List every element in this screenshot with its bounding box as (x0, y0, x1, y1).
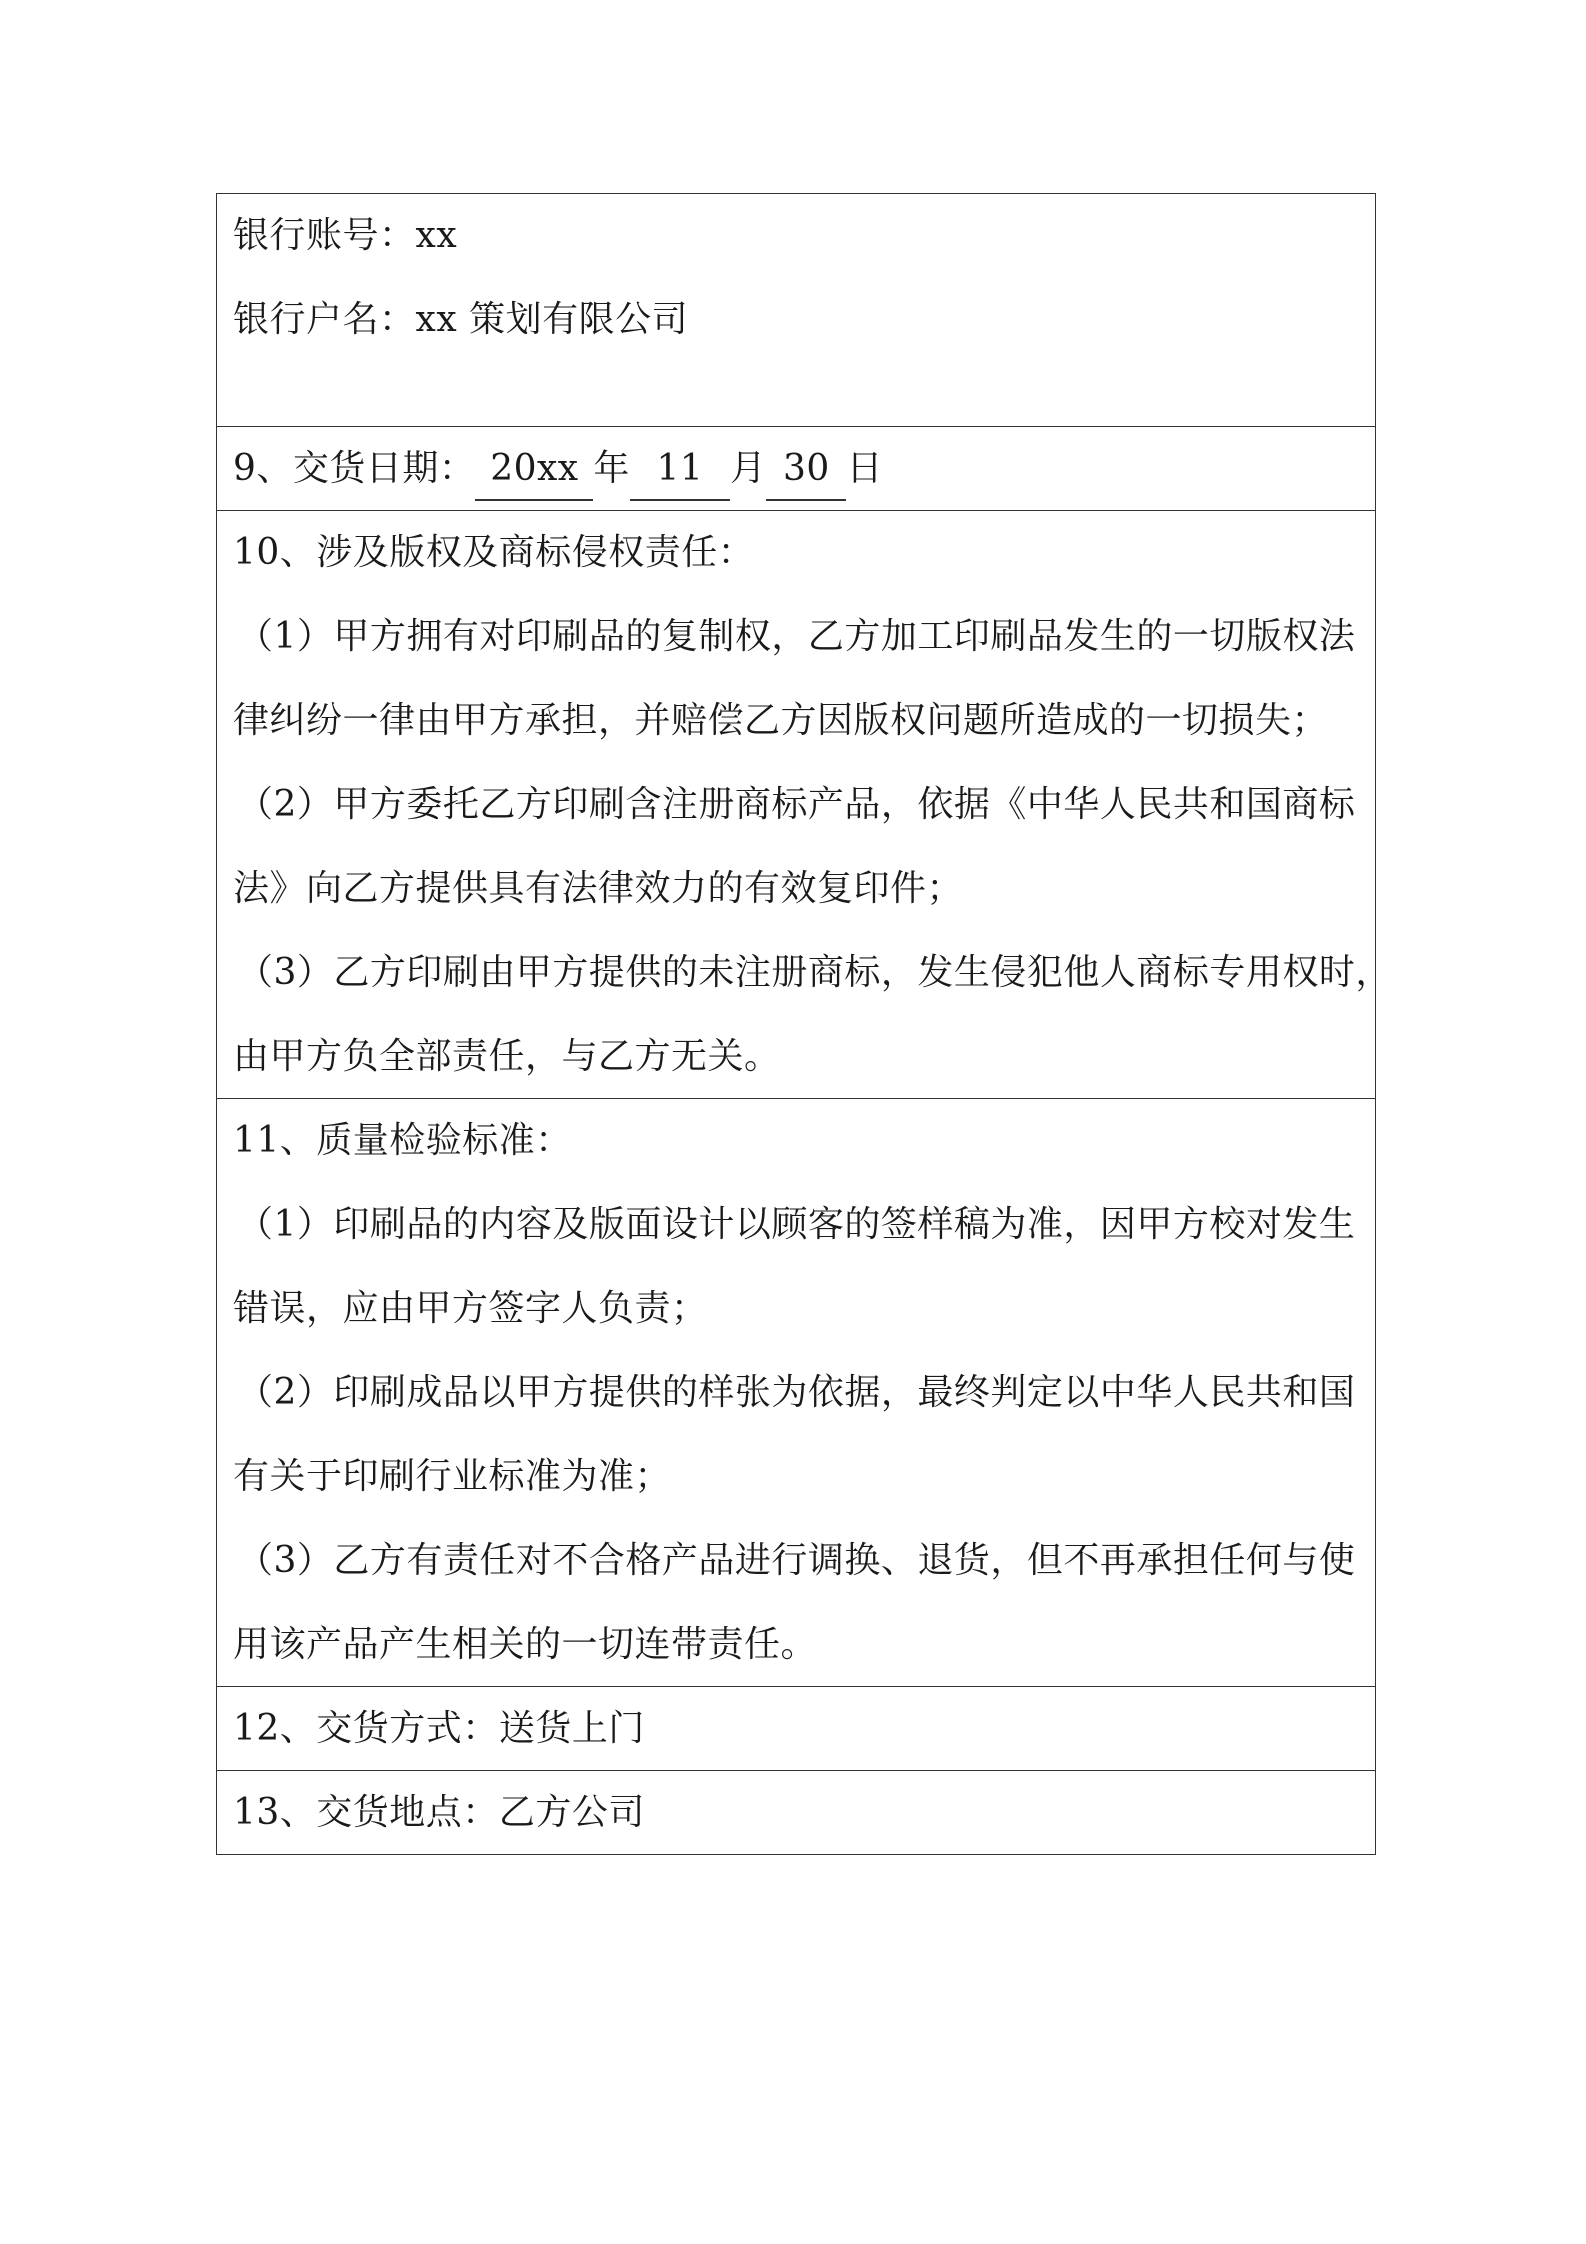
copyright-clause-line: 法》向乙方提供具有法律效力的有效复印件； (233, 868, 964, 909)
bank-account-label: 银行账号： (233, 215, 416, 256)
bank-name-value: xx 策划有限公司 (415, 299, 689, 340)
delivery-place-label: 13、交货地点： (233, 1792, 499, 1833)
delivery-date-row (217, 426, 1375, 510)
copyright-clause-line: （2）甲方委托乙方印刷含注册商标产品，依据《中华人民共和国商标 (237, 784, 1356, 825)
month-unit: 月 (729, 448, 767, 489)
delivery-place-line (233, 1771, 1361, 1855)
bank-account-line (233, 194, 1361, 278)
delivery-method-label: 12、交货方式： (233, 1708, 499, 1749)
delivery-method-line (233, 1687, 1361, 1771)
delivery-date-label: 9、交货日期： (233, 448, 476, 489)
quality-clause-line: 错误，应由甲方签字人负责； (233, 1288, 708, 1329)
quality-clause-line: 有关于印刷行业标准为准； (233, 1456, 672, 1497)
delivery-place-value: 乙方公司 (498, 1792, 645, 1833)
year-unit: 年 (593, 448, 630, 489)
bank-name-line (233, 278, 1361, 362)
delivery-place-row (217, 1770, 1375, 1854)
copyright-heading: 10、涉及版权及商标侵权责任： (233, 532, 755, 573)
bank-account-value: xx (415, 215, 458, 256)
contract-table (216, 193, 1392, 1855)
copyright-clause-line: 由甲方负全部责任，与乙方无关。 (233, 1036, 781, 1077)
day-unit: 日 (846, 448, 883, 489)
copyright-clause-line: 律纠纷一律由甲方承担，并赔偿乙方因版权问题所造成的一切损失； (233, 700, 1329, 741)
delivery-day-field: 30 (766, 439, 846, 501)
quality-standard-row (217, 1098, 1375, 1686)
copyright-clause-line: （1）甲方拥有对印刷品的复制权，乙方加工印刷品发生的一切版权法 (237, 616, 1356, 657)
bank-info-row (217, 194, 1375, 426)
bank-name-label: 银行户名： (233, 299, 416, 340)
quality-clause-line: （3）乙方有责任对不合格产品进行调换、退货，但不再承担任何与使 (237, 1540, 1356, 1581)
copyright-clause-line: （3）乙方印刷由甲方提供的未注册商标，发生侵犯他人商标专用权时， (237, 952, 1392, 993)
delivery-date-line (233, 427, 1361, 511)
quality-clause-line: （1）印刷品的内容及版面设计以顾客的签样稿为准，因甲方校对发生 (237, 1204, 1356, 1245)
quality-clause-line: （2）印刷成品以甲方提供的样张为依据，最终判定以中华人民共和国 (237, 1372, 1356, 1413)
delivery-method-value: 送货上门 (498, 1708, 645, 1749)
quality-clause-line: 用该产品产生相关的一切连带责任。 (233, 1624, 818, 1665)
quality-heading: 11、质量检验标准： (233, 1120, 572, 1161)
delivery-month-field: 11 (630, 439, 730, 501)
delivery-method-row (217, 1686, 1375, 1770)
copyright-liability-row (217, 510, 1392, 1098)
delivery-year-field: 20xx (475, 439, 593, 501)
